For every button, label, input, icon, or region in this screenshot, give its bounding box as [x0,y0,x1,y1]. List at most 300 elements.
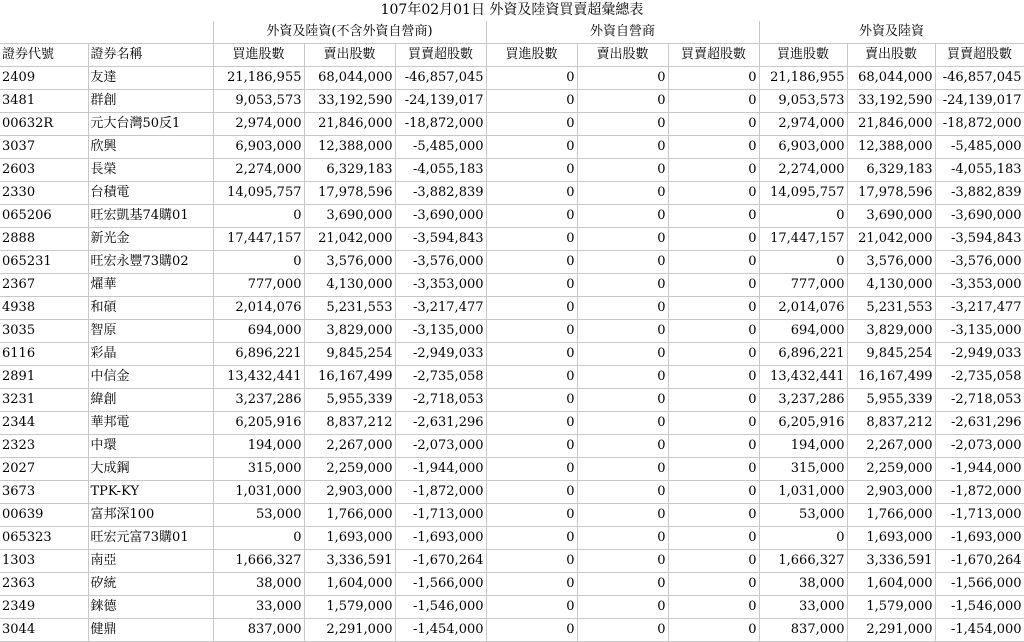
share-count-cell: -1,872,000 [395,481,486,504]
share-count-cell: 0 [486,228,577,251]
stock-name-cell: 智原 [88,320,213,343]
stock-code-cell: 065231 [0,251,88,274]
column-header: 賣出股數 [577,44,668,67]
share-count-cell: -18,872,000 [395,113,486,136]
share-count-cell: 0 [668,251,759,274]
table-row [0,320,1024,343]
stock-code-cell: 2603 [0,159,88,182]
stock-code-cell: 2363 [0,573,88,596]
share-count-cell: 5,231,553 [847,297,935,320]
share-count-cell: 38,000 [759,573,847,596]
share-count-cell: 2,903,000 [847,481,935,504]
stock-code-cell: 2349 [0,596,88,619]
table-row [0,389,1024,412]
share-count-cell: 777,000 [759,274,847,297]
share-count-cell: 0 [759,527,847,550]
column-header: 證券名稱 [88,44,213,67]
share-count-cell: 1,031,000 [213,481,304,504]
stock-name-cell: 矽統 [88,573,213,596]
share-count-cell: 21,186,955 [759,67,847,90]
table-row [0,297,1024,320]
stock-name-cell: 健鼎 [88,619,213,642]
share-count-cell: -46,857,045 [395,67,486,90]
share-count-cell: 0 [668,619,759,642]
table-row [0,136,1024,159]
stock-name-cell: 富邦深100 [88,504,213,527]
column-header: 賣出股數 [847,44,935,67]
stock-name-cell: 華邦電 [88,412,213,435]
share-count-cell: 6,903,000 [213,136,304,159]
share-count-cell: 0 [577,320,668,343]
share-count-cell: 2,014,076 [213,297,304,320]
stock-code-cell: 2344 [0,412,88,435]
stock-name-cell: 旺宏元富73購01 [88,527,213,550]
stock-name-cell: 錸德 [88,596,213,619]
share-count-cell: 0 [577,205,668,228]
stock-code-cell: 2409 [0,67,88,90]
stock-name-cell: 友達 [88,67,213,90]
share-count-cell: -1,546,000 [395,596,486,619]
table-row [0,366,1024,389]
report-title: 107年02月01日 外資及陸資買賣超彙總表 [380,2,644,18]
share-count-cell: 4,130,000 [847,274,935,297]
share-count-cell: 13,432,441 [213,366,304,389]
share-count-cell: 0 [486,320,577,343]
column-header-row [0,44,1024,67]
table-row [0,550,1024,573]
share-count-cell: -24,139,017 [935,90,1024,113]
share-count-cell: 5,231,553 [304,297,395,320]
share-count-cell: -46,857,045 [935,67,1024,90]
table-row [0,596,1024,619]
share-count-cell: 2,274,000 [213,159,304,182]
share-count-cell: 2,267,000 [847,435,935,458]
share-count-cell: 0 [577,458,668,481]
table-row [0,412,1024,435]
share-count-cell: -3,690,000 [935,205,1024,228]
share-count-cell: -3,353,000 [395,274,486,297]
share-count-cell: 0 [577,67,668,90]
share-count-cell: -18,872,000 [935,113,1024,136]
share-count-cell: 0 [486,389,577,412]
share-count-cell: 33,000 [213,596,304,619]
share-count-cell: 0 [486,596,577,619]
share-count-cell: 9,845,254 [847,343,935,366]
share-count-cell: -3,576,000 [395,251,486,274]
share-count-cell: -3,690,000 [395,205,486,228]
stock-code-cell: 2323 [0,435,88,458]
share-count-cell: -2,718,053 [395,389,486,412]
share-count-cell: 837,000 [759,619,847,642]
share-count-cell: 68,044,000 [304,67,395,90]
share-count-cell: 17,447,157 [213,228,304,251]
share-count-cell: 0 [759,205,847,228]
share-count-cell: 0 [577,435,668,458]
share-count-cell: 0 [668,573,759,596]
share-count-cell: 0 [486,573,577,596]
table-row [0,251,1024,274]
stock-code-cell: 2330 [0,182,88,205]
table-row [0,619,1024,642]
share-count-cell: -1,713,000 [935,504,1024,527]
share-count-cell: 3,829,000 [847,320,935,343]
share-count-cell: -3,353,000 [935,274,1024,297]
share-count-cell: -1,670,264 [935,550,1024,573]
share-count-cell: 0 [668,159,759,182]
share-count-cell: -2,949,033 [935,343,1024,366]
stock-code-cell: 3673 [0,481,88,504]
share-count-cell: 0 [577,527,668,550]
share-count-cell: 2,274,000 [759,159,847,182]
share-count-cell: -3,135,000 [935,320,1024,343]
share-count-cell: 3,237,286 [213,389,304,412]
table-row [0,228,1024,251]
share-count-cell: -1,670,264 [395,550,486,573]
share-count-cell: -1,872,000 [935,481,1024,504]
share-count-cell: 194,000 [213,435,304,458]
share-count-cell: 0 [668,550,759,573]
share-count-cell: 0 [486,481,577,504]
share-count-cell: 0 [577,550,668,573]
stock-code-cell: 3231 [0,389,88,412]
share-count-cell: 0 [577,389,668,412]
share-count-cell: 0 [486,619,577,642]
share-count-cell: -1,454,000 [395,619,486,642]
share-count-cell: 0 [668,389,759,412]
share-count-cell: 0 [213,527,304,550]
share-count-cell: 17,978,596 [847,182,935,205]
table-row [0,67,1024,90]
share-count-cell: 6,205,916 [213,412,304,435]
share-count-cell: -1,944,000 [935,458,1024,481]
share-count-cell: 0 [486,159,577,182]
share-count-cell: 694,000 [759,320,847,343]
share-count-cell: 0 [486,274,577,297]
share-count-cell: -4,055,183 [395,159,486,182]
column-header: 買賣超股數 [668,44,759,67]
share-count-cell: 0 [577,596,668,619]
share-count-cell: -3,882,839 [935,182,1024,205]
share-count-cell: 0 [486,251,577,274]
share-count-cell: 1,031,000 [759,481,847,504]
share-count-cell: 315,000 [213,458,304,481]
share-count-cell: 1,666,327 [759,550,847,573]
share-count-cell: 0 [486,136,577,159]
share-count-cell: 0 [577,113,668,136]
share-count-cell: -5,485,000 [935,136,1024,159]
column-header: 買賣超股數 [935,44,1024,67]
share-count-cell: 4,130,000 [304,274,395,297]
share-count-cell: 0 [486,550,577,573]
summary-table [0,21,1024,642]
stock-code-cell: 6116 [0,343,88,366]
stock-code-cell: 065206 [0,205,88,228]
share-count-cell: 0 [577,297,668,320]
share-count-cell: 0 [668,435,759,458]
share-count-cell: 0 [577,90,668,113]
stock-name-cell: 中信金 [88,366,213,389]
share-count-cell: -2,073,000 [935,435,1024,458]
share-count-cell: 1,766,000 [847,504,935,527]
share-count-cell: 2,259,000 [304,458,395,481]
share-count-cell: 0 [486,297,577,320]
share-count-cell: 3,690,000 [847,205,935,228]
share-count-cell: 2,903,000 [304,481,395,504]
share-count-cell: 21,042,000 [847,228,935,251]
share-count-cell: -2,735,058 [935,366,1024,389]
share-count-cell: -1,546,000 [935,596,1024,619]
stock-name-cell: 中環 [88,435,213,458]
stock-name-cell: 新光金 [88,228,213,251]
stock-name-cell: 大成鋼 [88,458,213,481]
share-count-cell: 21,846,000 [304,113,395,136]
share-count-cell: -3,594,843 [395,228,486,251]
share-count-cell: 16,167,499 [304,366,395,389]
share-count-cell: 2,291,000 [847,619,935,642]
share-count-cell: 6,896,221 [759,343,847,366]
share-count-cell: 0 [577,619,668,642]
table-row [0,573,1024,596]
column-header: 買進股數 [486,44,577,67]
share-count-cell: 5,955,339 [847,389,935,412]
share-count-cell: -3,594,843 [935,228,1024,251]
stock-code-cell: 3037 [0,136,88,159]
stock-code-cell: 3481 [0,90,88,113]
share-count-cell: 68,044,000 [847,67,935,90]
share-count-cell: -3,217,477 [395,297,486,320]
share-count-cell: 0 [668,182,759,205]
share-count-cell: 0 [668,320,759,343]
stock-code-cell: 4938 [0,297,88,320]
table-row [0,274,1024,297]
share-count-cell: -2,631,296 [395,412,486,435]
share-count-cell: 0 [668,90,759,113]
group-header-blank [0,21,213,44]
column-header: 買進股數 [759,44,847,67]
share-count-cell: 53,000 [759,504,847,527]
share-count-cell: 0 [486,504,577,527]
share-count-cell: 0 [486,435,577,458]
share-count-cell: 33,000 [759,596,847,619]
stock-code-cell: 065323 [0,527,88,550]
share-count-cell: 9,845,254 [304,343,395,366]
table-row [0,90,1024,113]
share-count-cell: 0 [668,113,759,136]
column-header: 買進股數 [213,44,304,67]
stock-name-cell: 欣興 [88,136,213,159]
share-count-cell: 33,192,590 [847,90,935,113]
share-count-cell: 0 [668,527,759,550]
share-count-cell: 0 [577,481,668,504]
stock-name-cell: 長榮 [88,159,213,182]
share-count-cell: 0 [577,366,668,389]
table-row [0,205,1024,228]
share-count-cell: 8,837,212 [847,412,935,435]
stock-name-cell: 緯創 [88,389,213,412]
share-count-cell: 0 [486,113,577,136]
share-count-cell: 315,000 [759,458,847,481]
stock-code-cell: 1303 [0,550,88,573]
share-count-cell: 0 [486,205,577,228]
share-count-cell: -24,139,017 [395,90,486,113]
share-count-cell: -1,693,000 [395,527,486,550]
group-header-foreign-dealers: 外資自營商 [486,21,759,44]
share-count-cell: 0 [577,228,668,251]
share-count-cell: 0 [668,297,759,320]
share-count-cell: 0 [668,205,759,228]
table-row [0,527,1024,550]
table-row [0,182,1024,205]
table-body [0,67,1024,642]
share-count-cell: -2,718,053 [935,389,1024,412]
share-count-cell: 1,579,000 [847,596,935,619]
share-count-cell: 53,000 [213,504,304,527]
share-count-cell: 0 [668,366,759,389]
share-count-cell: 8,837,212 [304,412,395,435]
share-count-cell: 2,267,000 [304,435,395,458]
share-count-cell: 1,666,327 [213,550,304,573]
share-count-cell: 1,604,000 [847,573,935,596]
stock-name-cell: 彩晶 [88,343,213,366]
stock-code-cell: 3044 [0,619,88,642]
share-count-cell: 0 [668,136,759,159]
stock-name-cell: 旺宏永豐73購02 [88,251,213,274]
share-count-cell: 0 [486,458,577,481]
column-header: 賣出股數 [304,44,395,67]
share-count-cell: 0 [668,596,759,619]
column-header: 買賣超股數 [395,44,486,67]
share-count-cell: -1,566,000 [395,573,486,596]
share-count-cell: -2,631,296 [935,412,1024,435]
share-count-cell: 3,336,591 [304,550,395,573]
share-count-cell: 13,432,441 [759,366,847,389]
share-count-cell: 0 [486,412,577,435]
share-count-cell: 6,205,916 [759,412,847,435]
group-header-foreign-excl-dealers: 外資及陸資(不含外資自營商) [213,21,486,44]
share-count-cell: -1,454,000 [935,619,1024,642]
share-count-cell: -1,713,000 [395,504,486,527]
share-count-cell: 0 [486,67,577,90]
stock-code-cell: 2891 [0,366,88,389]
share-count-cell: 16,167,499 [847,366,935,389]
share-count-cell: 0 [668,504,759,527]
group-header-row [0,21,1024,44]
share-count-cell: -4,055,183 [935,159,1024,182]
share-count-cell: 0 [668,481,759,504]
share-count-cell: 21,186,955 [213,67,304,90]
share-count-cell: 0 [577,159,668,182]
share-count-cell: 837,000 [213,619,304,642]
share-count-cell: 0 [577,412,668,435]
share-count-cell: 9,053,573 [759,90,847,113]
share-count-cell: 3,690,000 [304,205,395,228]
share-count-cell: 1,766,000 [304,504,395,527]
share-count-cell: 0 [577,343,668,366]
share-count-cell: 0 [577,274,668,297]
share-count-cell: 0 [577,136,668,159]
share-count-cell: -1,944,000 [395,458,486,481]
share-count-cell: -1,693,000 [935,527,1024,550]
share-count-cell: 0 [668,412,759,435]
share-count-cell: 0 [213,205,304,228]
share-count-cell: 0 [668,458,759,481]
stock-code-cell: 00639 [0,504,88,527]
share-count-cell: 5,955,339 [304,389,395,412]
share-count-cell: 777,000 [213,274,304,297]
table-row [0,481,1024,504]
share-count-cell: -3,882,839 [395,182,486,205]
share-count-cell: 3,336,591 [847,550,935,573]
share-count-cell: 17,447,157 [759,228,847,251]
share-count-cell: 194,000 [759,435,847,458]
stock-name-cell: 台積電 [88,182,213,205]
table-row [0,159,1024,182]
table-row [0,343,1024,366]
share-count-cell: 3,576,000 [304,251,395,274]
share-count-cell: 1,579,000 [304,596,395,619]
share-count-cell: 2,974,000 [213,113,304,136]
share-count-cell: 0 [577,182,668,205]
table-row [0,504,1024,527]
stock-code-cell: 2027 [0,458,88,481]
stock-code-cell: 3035 [0,320,88,343]
share-count-cell: 9,053,573 [213,90,304,113]
share-count-cell: 0 [668,274,759,297]
share-count-cell: 0 [486,366,577,389]
stock-name-cell: 元大台灣50反1 [88,113,213,136]
share-count-cell: 2,014,076 [759,297,847,320]
share-count-cell: -2,735,058 [395,366,486,389]
share-count-cell: 694,000 [213,320,304,343]
share-count-cell: 0 [577,573,668,596]
table-row [0,458,1024,481]
group-header-foreign-total: 外資及陸資 [759,21,1024,44]
share-count-cell: 0 [577,504,668,527]
share-count-cell: 0 [577,251,668,274]
share-count-cell: 12,388,000 [304,136,395,159]
share-count-cell: 2,291,000 [304,619,395,642]
share-count-cell: 0 [759,251,847,274]
stock-code-cell: 2367 [0,274,88,297]
share-count-cell: 0 [668,67,759,90]
share-count-cell: 0 [668,343,759,366]
share-count-cell: 21,042,000 [304,228,395,251]
share-count-cell: 2,259,000 [847,458,935,481]
share-count-cell: 1,693,000 [847,527,935,550]
share-count-cell: 33,192,590 [304,90,395,113]
share-count-cell: 6,329,183 [847,159,935,182]
share-count-cell: -5,485,000 [395,136,486,159]
share-count-cell: 38,000 [213,573,304,596]
share-count-cell: 21,846,000 [847,113,935,136]
stock-name-cell: TPK-KY [88,481,213,504]
stock-name-cell: 群創 [88,90,213,113]
stock-name-cell: 南亞 [88,550,213,573]
share-count-cell: 6,896,221 [213,343,304,366]
stock-code-cell: 2888 [0,228,88,251]
share-count-cell: 2,974,000 [759,113,847,136]
table-row [0,113,1024,136]
share-count-cell: 0 [486,343,577,366]
table-row [0,435,1024,458]
share-count-cell: -2,073,000 [395,435,486,458]
share-count-cell: 3,237,286 [759,389,847,412]
share-count-cell: -3,217,477 [935,297,1024,320]
share-count-cell: 0 [486,182,577,205]
stock-code-cell: 00632R [0,113,88,136]
share-count-cell: 0 [486,90,577,113]
stock-name-cell: 旺宏凱基74購01 [88,205,213,228]
